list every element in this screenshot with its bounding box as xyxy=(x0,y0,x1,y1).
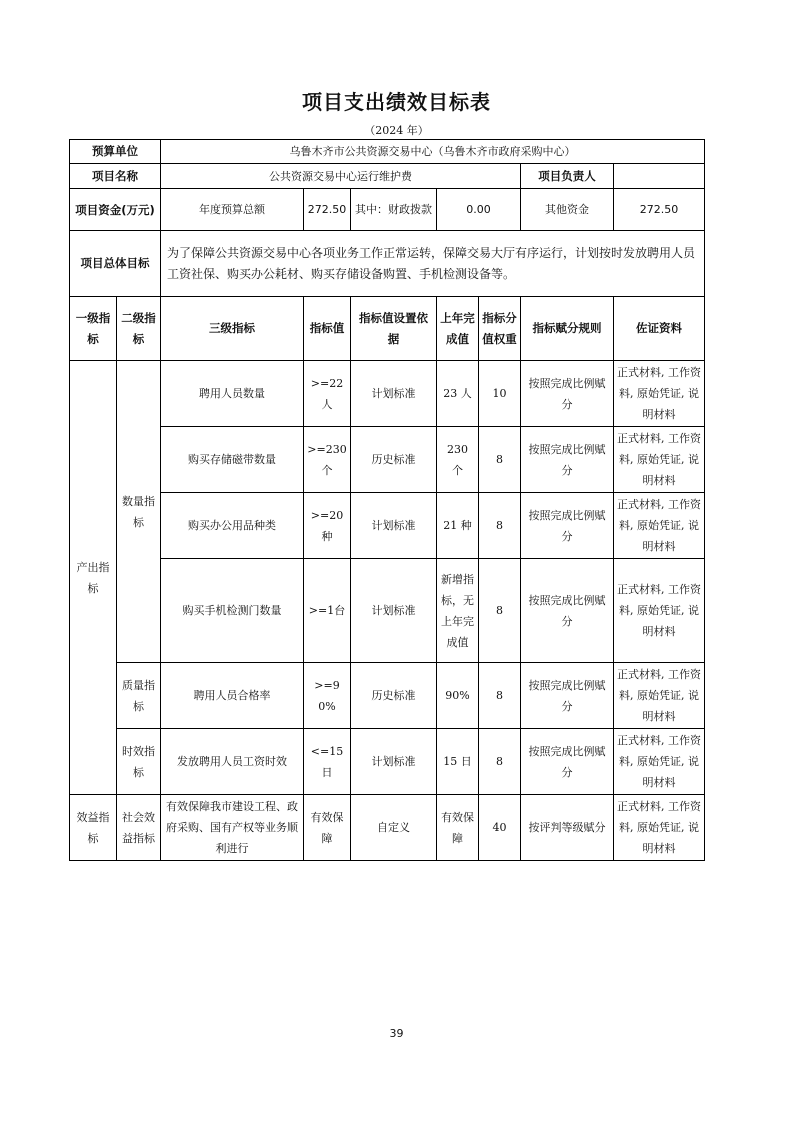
page-number: 39 xyxy=(389,1027,404,1040)
indicator-basis: 历史标准 xyxy=(351,427,437,493)
indicator-last-year: 21 种 xyxy=(437,493,479,559)
indicator-last-year: 23 人 xyxy=(437,361,479,427)
indicator-rule: 按照完成比例赋分 xyxy=(521,663,614,729)
group-timeliness: 时效指标 xyxy=(117,729,161,795)
indicator-evidence: 正式材料, 工作资料, 原始凭证, 说明材料 xyxy=(614,493,705,559)
header-level2: 二级指标 xyxy=(117,297,161,361)
overall-goal-label: 项目总体目标 xyxy=(70,231,161,297)
group-quality: 质量指标 xyxy=(117,663,161,729)
indicator-basis: 计划标准 xyxy=(351,559,437,663)
project-name-row xyxy=(70,164,705,189)
annual-budget-label: 年度预算总额 xyxy=(161,189,304,231)
group-benefit: 效益指标 xyxy=(70,795,117,861)
indicator-basis: 计划标准 xyxy=(351,493,437,559)
indicator-last-year: 新增指标，无上年完成值 xyxy=(437,559,479,663)
indicator-rule: 按照完成比例赋分 xyxy=(521,361,614,427)
project-owner-label: 项目负责人 xyxy=(521,164,614,189)
header-level1: 一级指标 xyxy=(70,297,117,361)
indicator-basis: 计划标准 xyxy=(351,361,437,427)
header-weight: 指标分值权重 xyxy=(479,297,521,361)
table-row xyxy=(70,427,705,493)
indicator-value: >=20种 xyxy=(304,493,351,559)
indicator-rule: 按照完成比例赋分 xyxy=(521,427,614,493)
header-last-year: 上年完成值 xyxy=(437,297,479,361)
overall-goal-text: 为了保障公共资源交易中心各项业务工作正常运转，保障交易大厅有序运行，计划按时发放聘用人员工资社保、购买办公耗材、购买存储设备购置、手机检测设备等。 xyxy=(161,231,705,297)
header-evidence: 佐证资料 xyxy=(614,297,705,361)
indicator-value: 有效保障 xyxy=(304,795,351,861)
group-social: 社会效益指标 xyxy=(117,795,161,861)
indicator-value: <=15日 xyxy=(304,729,351,795)
header-row xyxy=(70,297,705,361)
indicator-weight: 8 xyxy=(479,559,521,663)
indicator-weight: 8 xyxy=(479,427,521,493)
indicator-basis: 自定义 xyxy=(351,795,437,861)
indicator-weight: 8 xyxy=(479,729,521,795)
indicator-last-year: 230 个 xyxy=(437,427,479,493)
indicator-rule: 按照完成比例赋分 xyxy=(521,559,614,663)
indicator-value: >=90% xyxy=(304,663,351,729)
indicator-name: 发放聘用人员工资时效 xyxy=(161,729,304,795)
indicator-evidence: 正式材料, 工作资料, 原始凭证, 说明材料 xyxy=(614,795,705,861)
indicator-rule: 按评判等级赋分 xyxy=(521,795,614,861)
header-basis: 指标值设置依据 xyxy=(351,297,437,361)
indicator-weight: 10 xyxy=(479,361,521,427)
budget-unit-row xyxy=(70,140,705,164)
indicator-evidence: 正式材料, 工作资料, 原始凭证, 说明材料 xyxy=(614,663,705,729)
annual-budget-value: 272.50 xyxy=(304,189,351,231)
overall-goal-row xyxy=(70,231,705,297)
indicator-value: >=22人 xyxy=(304,361,351,427)
header-level3: 三级指标 xyxy=(161,297,304,361)
project-funds-row xyxy=(70,189,705,231)
indicator-last-year: 有效保障 xyxy=(437,795,479,861)
other-funds-label: 其他资金 xyxy=(521,189,614,231)
indicator-name: 有效保障我市建设工程、政府采购、国有产权等业务顺利进行 xyxy=(161,795,304,861)
indicator-name: 聘用人员数量 xyxy=(161,361,304,427)
indicator-last-year: 90% xyxy=(437,663,479,729)
header-rule: 指标赋分规则 xyxy=(521,297,614,361)
indicator-last-year: 15 日 xyxy=(437,729,479,795)
table-row xyxy=(70,559,705,663)
document-year: （2024 年） xyxy=(364,124,429,137)
fiscal-allocation-label: 其中：财政拨款 xyxy=(351,189,437,231)
indicator-name: 聘用人员合格率 xyxy=(161,663,304,729)
budget-unit-value: 乌鲁木齐市公共资源交易中心（乌鲁木齐市政府采购中心） xyxy=(161,140,705,164)
header-value: 指标值 xyxy=(304,297,351,361)
indicator-name: 购买手机检测门数量 xyxy=(161,559,304,663)
table-row xyxy=(70,663,705,729)
indicator-value: >=1台 xyxy=(304,559,351,663)
project-name-label: 项目名称 xyxy=(70,164,161,189)
project-owner-value xyxy=(614,164,705,189)
table-row xyxy=(70,729,705,795)
indicator-rule: 按照完成比例赋分 xyxy=(521,729,614,795)
other-funds-value: 272.50 xyxy=(614,189,705,231)
performance-table xyxy=(69,139,705,861)
fiscal-allocation-value: 0.00 xyxy=(437,189,521,231)
project-funds-label: 项目资金(万元) xyxy=(70,189,161,231)
document-title: 项目支出绩效目标表 xyxy=(302,90,491,114)
indicator-rule: 按照完成比例赋分 xyxy=(521,493,614,559)
indicator-evidence: 正式材料, 工作资料, 原始凭证, 说明材料 xyxy=(614,729,705,795)
project-name-value: 公共资源交易中心运行维护费 xyxy=(161,164,521,189)
indicator-basis: 历史标准 xyxy=(351,663,437,729)
group-quantity: 数量指标 xyxy=(117,361,161,663)
table-row xyxy=(70,361,705,427)
group-output: 产出指标 xyxy=(70,361,117,795)
indicator-weight: 8 xyxy=(479,493,521,559)
indicator-name: 购买办公用品种类 xyxy=(161,493,304,559)
table-row xyxy=(70,493,705,559)
table-row xyxy=(70,795,705,861)
indicator-evidence: 正式材料, 工作资料, 原始凭证, 说明材料 xyxy=(614,361,705,427)
indicator-value: >=230个 xyxy=(304,427,351,493)
indicator-evidence: 正式材料, 工作资料, 原始凭证, 说明材料 xyxy=(614,559,705,663)
indicator-evidence: 正式材料, 工作资料, 原始凭证, 说明材料 xyxy=(614,427,705,493)
indicator-name: 购买存储磁带数量 xyxy=(161,427,304,493)
indicator-weight: 8 xyxy=(479,663,521,729)
budget-unit-label: 预算单位 xyxy=(70,140,161,164)
indicator-weight: 40 xyxy=(479,795,521,861)
indicator-basis: 计划标准 xyxy=(351,729,437,795)
